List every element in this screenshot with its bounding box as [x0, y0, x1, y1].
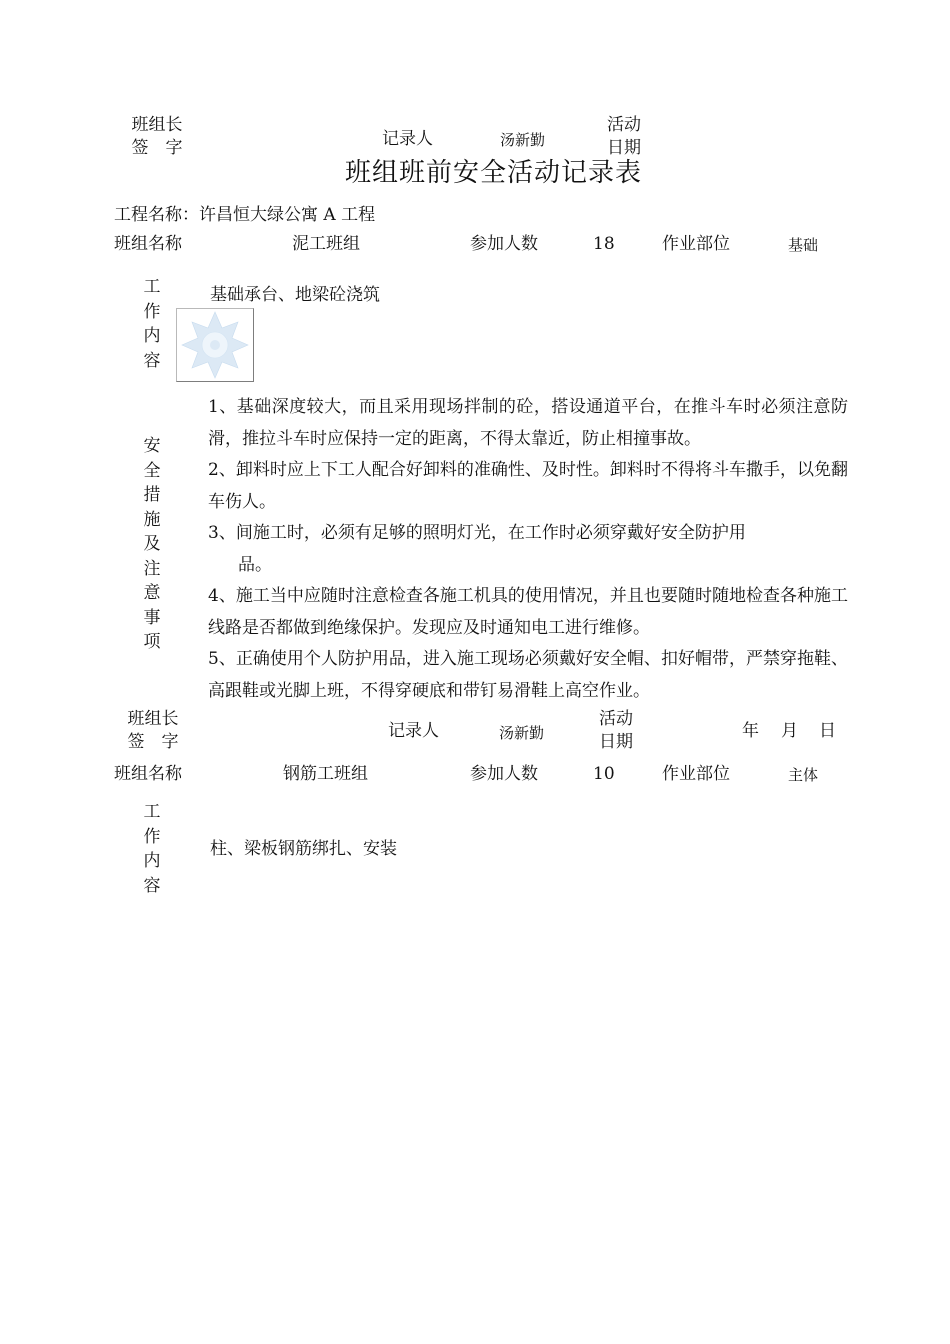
participants-label-2: 参加人数	[470, 764, 538, 784]
safety-item: 4、施工当中应随时注意检查各施工机具的使用情况，并且也要随时随地检查各种施工线路是否都做到绝缘保护。发现应及时通知电工进行维修。	[208, 586, 848, 638]
safety-item: 2、卸料时应上下工人配合好卸料的准确性、及时性。卸料时不得将斗车撒手，以免翻车伤人。	[208, 460, 848, 512]
safety-item: 5、正确使用个人防护用品，进入施工现场必须戴好安全帽、扣好帽带，严禁穿拖鞋、高跟鞋或光脚上班，不得穿硬底和带钉易滑鞋上高空作业。	[208, 649, 848, 701]
date-month: 月	[781, 721, 798, 741]
activity-date-label-2: 活动 日期	[599, 709, 633, 752]
work-content: 基础承台、地梁砼浇筑	[210, 285, 380, 305]
safety-item: 1、基础深度较大，而且采用现场拌制的砼，搭设通道平台，在推斗车时必须注意防滑，推拉斗车时应保持一定的距离，不得太靠近，防止相撞事故。	[208, 397, 848, 449]
team-name-label-2: 班组名称	[114, 764, 182, 784]
date-year: 年	[742, 721, 759, 741]
recorder-label: 记录人	[382, 129, 433, 149]
page-title: 班组班前安全活动记录表	[345, 158, 643, 188]
work-content-2: 柱、梁板钢筋绑扎、安装	[210, 839, 397, 859]
recorder-name-2: 汤新勤	[499, 724, 545, 742]
team-name-2: 钢筋工班组	[283, 764, 368, 784]
work-content-label-2: 工作内容	[143, 802, 161, 896]
work-area: 基础	[788, 236, 819, 254]
work-content-label: 工作内容	[143, 277, 161, 371]
project-label: 工程名称：	[114, 205, 199, 225]
work-area-2: 主体	[788, 766, 819, 784]
activity-date-label: 活动 日期	[607, 115, 641, 158]
team-name: 泥工班组	[292, 234, 360, 254]
recorder-name: 汤新勤	[500, 131, 546, 149]
participants-count-2: 10	[593, 764, 615, 784]
safety-measures-list	[208, 392, 848, 707]
project-line	[114, 204, 375, 226]
safety-measures-label: 安全措施及注意事项	[143, 436, 161, 652]
safety-item-continuation: 品。	[238, 554, 272, 575]
participants-count: 18	[593, 234, 615, 254]
snowflake-emblem-icon	[177, 309, 253, 381]
project-name: 许昌恒大绿公寓 A 工程	[199, 205, 376, 225]
work-area-label-2: 作业部位	[662, 764, 730, 784]
recorder-label-2: 记录人	[388, 721, 439, 741]
leader-sign-label-2: 班组长 签 字	[127, 709, 179, 752]
team-name-label: 班组名称	[114, 234, 182, 254]
safety-item: 3、间施工时，必须有足够的照明灯光，在工作时必须穿戴好安全防护用	[208, 523, 746, 543]
date-day: 日	[819, 721, 836, 741]
work-area-label: 作业部位	[662, 234, 730, 254]
stamp-image	[176, 308, 254, 382]
participants-label: 参加人数	[470, 234, 538, 254]
leader-sign-label: 班组长 签 字	[131, 115, 183, 158]
